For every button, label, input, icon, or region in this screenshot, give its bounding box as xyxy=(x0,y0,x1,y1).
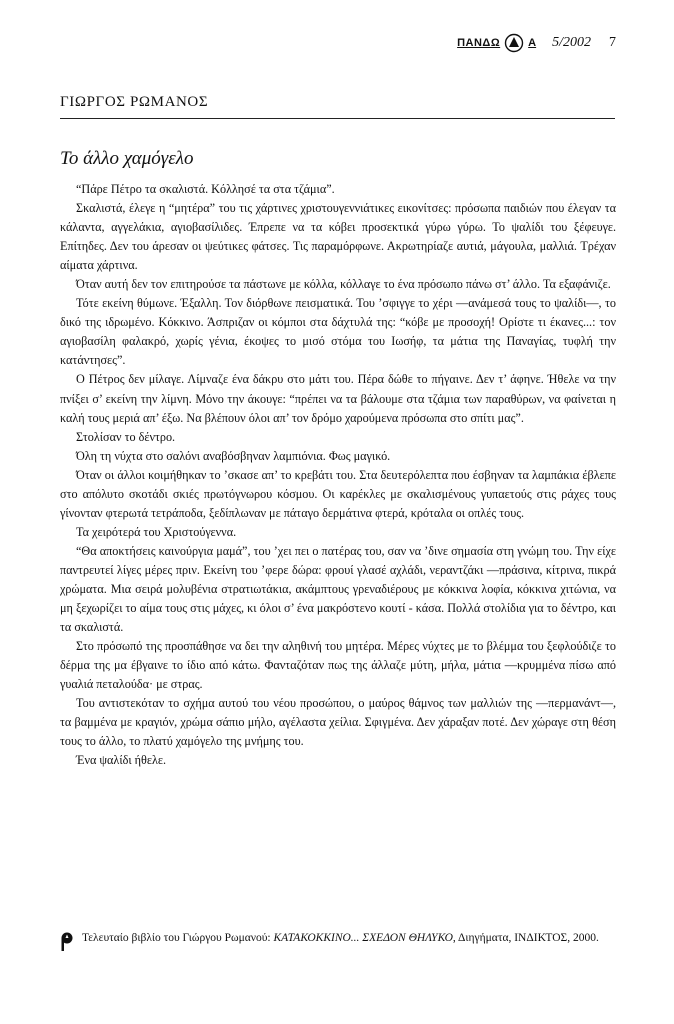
paragraph: Όταν αυτή δεν τον επιτηρούσε τα πάστωνε με κόλλα, κόλλαγε το ένα πρόσωπο πάνω στ’ άλλο. Τα εξαφάνιζε. xyxy=(76,277,611,292)
footnote-logo-icon xyxy=(60,932,74,952)
author-footnote xyxy=(60,930,616,952)
story-title: Το άλλο χαμόγελο xyxy=(60,148,194,169)
paragraph: Τότε εκείνη θύμωνε. Έξαλλη. Τον διόρθωνε πεισματικά. Του ’σφιγγε το χέρι —ανάμεσά τους το ψαλίδι—, το δικό της ιδρωμένο. Κόκκινο. Άσπριζαν οι κόμποι στα δάχτυλά της: “κόβε με προσοχή! Ορίστε τι έκανες...: τον αγιοβασίλη φαλακρό, χωρίς γένια, έκοψες το μισό στόμα του Ιωσήφ, τα μάτια της Παναγίας, τυφλή την κατάντησες”. xyxy=(60,296,616,368)
page-number: 7 xyxy=(609,35,616,50)
issue-date: 5/2002 xyxy=(552,35,591,50)
footnote-book-title: ΚΑΤΑΚΟΚΚΙΝΟ... ΣΧΕΔΟΝ ΘΗΛΥΚΟ xyxy=(273,932,453,944)
magazine-name-tail: Α xyxy=(528,37,537,49)
story-body xyxy=(60,180,616,770)
paragraph: “Θα αποκτήσεις καινούργια μαμά”, του ’χει πει ο πατέρας του, σαν να ’δινε σημασία στη γνώμη του. Την είχε παντρευτεί λίγες μέρες πριν. Εκείνη του ’φερε δώρα: φρουί γλασέ αχλάδι, νεραντζάκι —πράσινα, κίτρινα, πικρά χρώματα. Μια σειρά μολυβένια στρατιωτάκια, ακάμπτους γρεναδιέρους με κόκκινα λοφία, κόκκινα χιτώνια, να μη ξεχωρίζει το αίμα τους στις μάχες, κι όλοι σ’ ένα μακρόστενο κουτί - κάσα. Πολλά στολίδια για το δέντρο, και τα σκαλιστά. xyxy=(60,543,616,635)
paragraph: Του αντιστεκόταν το σχήμα αυτού του νέου προσώπου, ο μαύρος θάμνος των μαλλιών της —περμανάντ—, τα βαμμένα με κραγιόν, χρώμα σάπιο μήλο, αγέλαστα χείλια. Σφιγμένα. Δεν χάραξαν ποτέ. Δεν χώραγε στη θέση τους το άλλο, το πλατύ χαμόγελο της μνήμης του. xyxy=(60,696,616,749)
paragraph: “Πάρε Πέτρο τα σκαλιστά. Κόλλησέ τα στα τζάμια”. xyxy=(76,182,335,196)
paragraph: Ένα ψαλίδι ήθελε. xyxy=(76,753,167,768)
paragraph: Τα χειρότερά του Χριστούγεννα. xyxy=(76,524,237,539)
paragraph: Σκαλιστά, έλεγε η “μητέρα” του τις χάρτινες χριστουγεννιάτικες εικονίτσες: πρόσωπα παιδιών που έλεγαν τα κάλαντα, αγγελάκια, αγιοβασίλιδες. Έπρεπε να τα κόβει προσεκτικά γύρω γύρω. Το ψαλίδι του ξέφευγε. Επίτηδες. Δεν του άρεσαν οι ψεύτικες φάτσες. Τις παραμόρφωνε. Ακρωτηρίαζε αυτιά, μάγουλα, μαλλιά. Τρέχαν αίματα χάρτινα. xyxy=(60,201,616,273)
paragraph: Όλη τη νύχτα στο σαλόνι αναβόσβηναν λαμπιόνια. Φως μαγικό. xyxy=(76,448,391,463)
paragraph: Στολίσαν το δέντρο. xyxy=(76,429,176,444)
footnote-suffix: , Διηγήματα, ΙΝΔΙΚΤΟΣ, 2000. xyxy=(452,932,599,944)
paragraph: Ο Πέτρος δεν μίλαγε. Λίμναζε ένα δάκρυ στο μάτι του. Πέρα δώθε το πήγαινε. Δεν τ’ άφηνε. Ήθελε να την πνίξει σ’ εκείνη την λίμνη. Μόνο την άκουγε: “πρέπει να τα βάλουμε στα τζάμια των παραθύρων, να φαίνεται η καλή τους μεριά απ’ έξω. Να βλέπουν όλοι απ’ τον δρόμο χαρούμενα πρόσωπα στο σπίτι μας”. xyxy=(60,372,616,425)
magazine-name: ΠΑΝΔΩ xyxy=(457,37,501,49)
footnote-text xyxy=(82,930,599,946)
author-name: ΓΙΩΡΓΟΣ ΡΩΜΑΝΟΣ xyxy=(60,94,209,110)
magazine-logo-icon xyxy=(504,33,524,53)
running-header xyxy=(457,33,616,53)
paragraph: Στο πρόσωπό της προσπάθησε να δει την αληθινή του μητέρα. Μέρες νύχτες με το βλέμμα του ξεφλούδιζε το δέρμα της μα έβγαινε το ίδιο από κάτω. Φανταζόταν πως της άλλαζε μύτη, μήλα, μάτια —κρυμμένα πίσω από γυαλιά πεταλούδα· με στρας. xyxy=(60,639,616,692)
header-divider xyxy=(60,118,615,119)
footnote-prefix: Τελευταίο βιβλίο του Γιώργου Ρωμανού: xyxy=(82,932,274,944)
paragraph: Όταν οι άλλοι κοιμήθηκαν το ’σκασε απ’ το κρεβάτι του. Στα δευτερόλεπτα που έσβηναν τα λαμπάκια έβλεπε στο απόλυτο σκοτάδι σκιές πρωτόγνωρου κόσμου. Οι καρέκλες με σκαλισμένους γυπαετούς στις ράχες τους γίνονταν φτερωτά τετράποδα, ξεδίπλωναν με πάταγο δερμάτινα φτερά, κρόταλα οι οπλές τους. xyxy=(60,467,616,520)
